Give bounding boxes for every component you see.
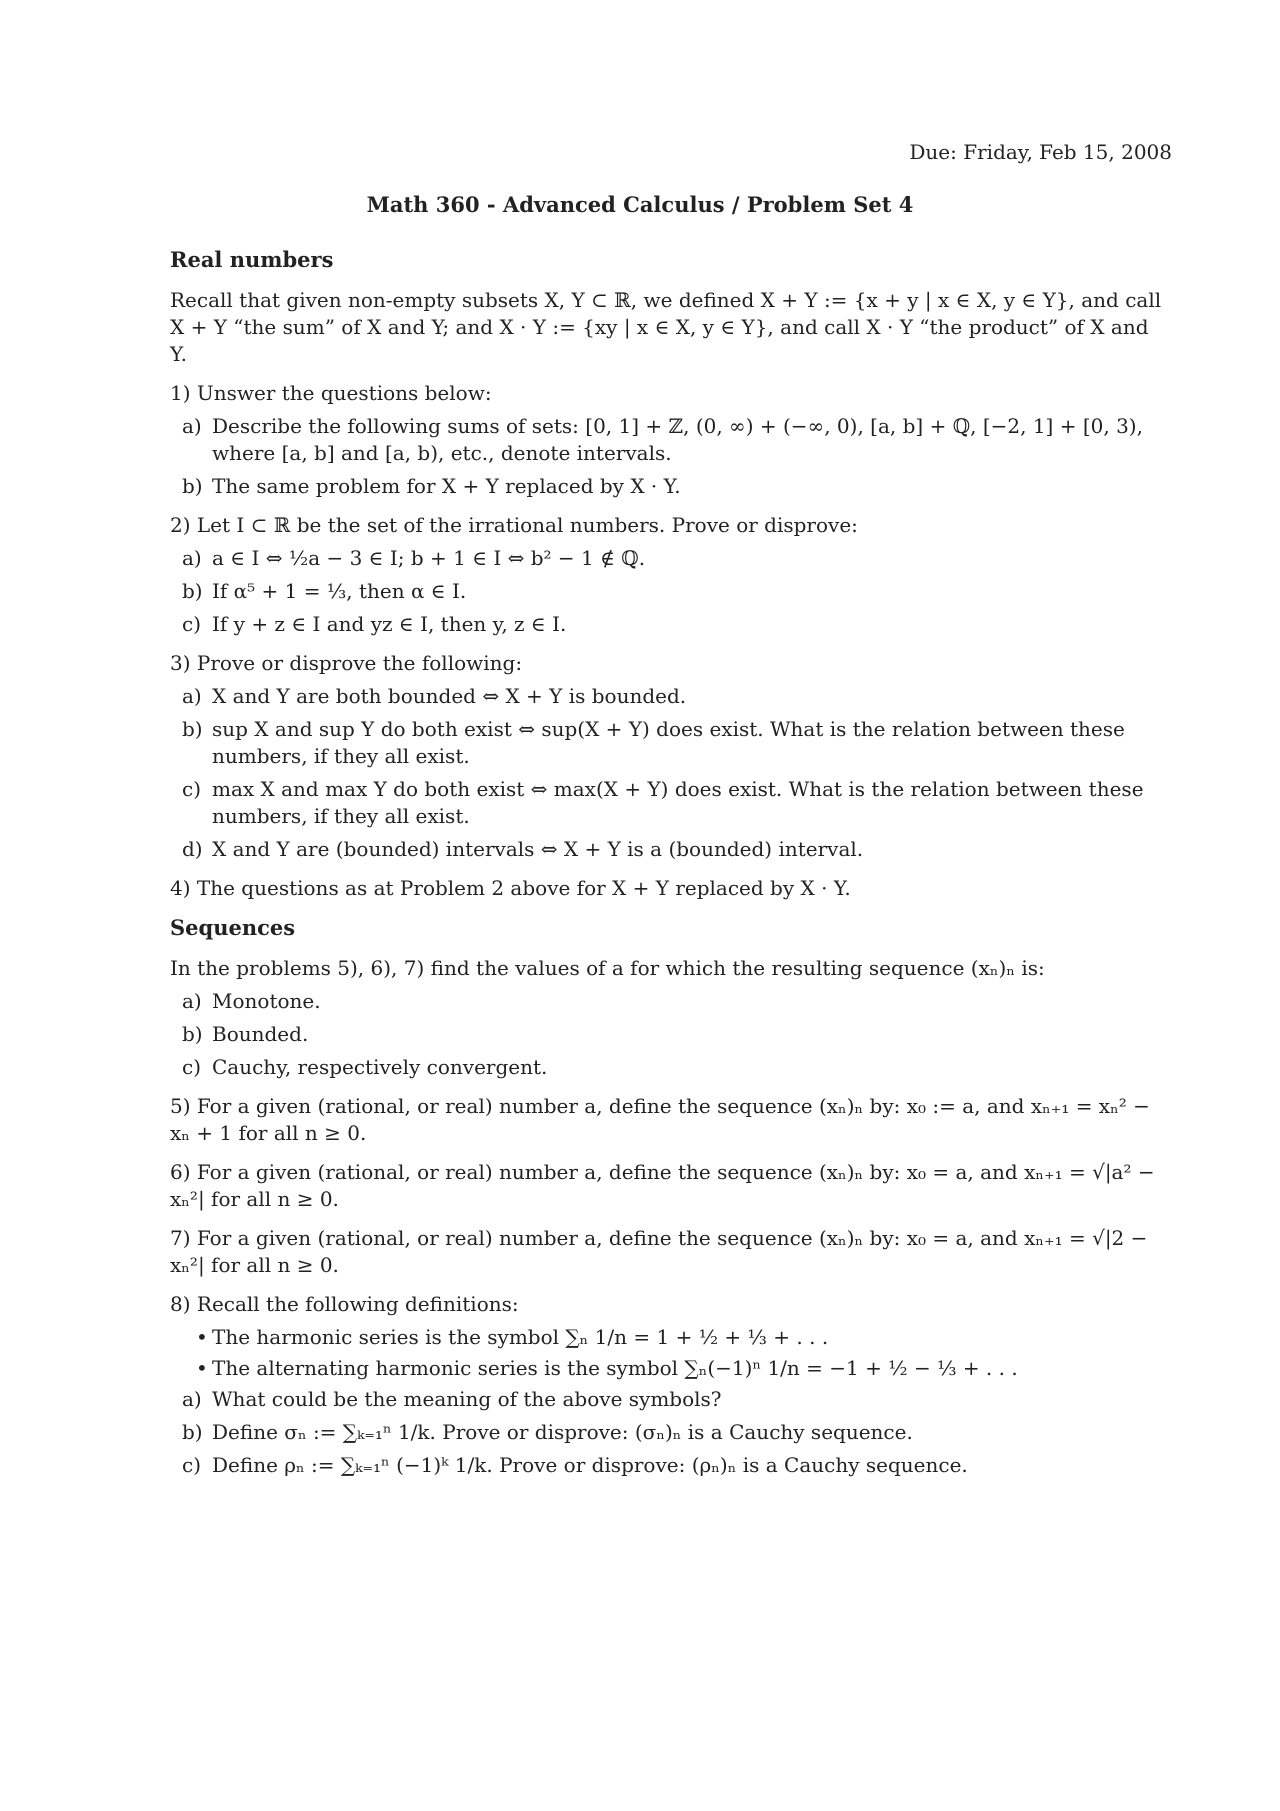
problem-8-bullet-alternating [170,1355,1170,1382]
sequences-item-c [170,1054,1170,1081]
real-numbers-intro: Recall that given non-empty subsets X, Y ⊂ ℝ, we defined X + Y := {x + y | x ∈ X, y ∈ Y}, and call X + Y “the sum” of X and Y; and X · Y := {xy | x ∈ X, y ∈ Y}, and call X · Y “the product” of X and Y. [170,288,1162,366]
problem-3 [170,650,1170,863]
item-text: Define σₙ := ∑ₖ₌₁ⁿ 1/k. Prove or disprove: (σₙ)ₙ is a Cauchy sequence. [212,1420,913,1444]
item-label: a) [182,989,202,1013]
item-text: a ∈ I ⇔ ½a − 3 ∈ I; b + 1 ∈ I ⇔ b² − 1 ∉ ℚ. [212,546,646,570]
item-text: Bounded. [212,1022,309,1046]
problem-5: 5) For a given (rational, or real) number a, define the sequence (xₙ)ₙ by: x₀ := a, and xₙ₊₁ = xₙ² − xₙ + 1 for all n ≥ 0. [170,1094,1150,1145]
problem-8 [170,1291,1170,1479]
item-label: b) [182,1420,203,1444]
item-label: a) [182,1387,202,1411]
section-heading-real-numbers: Real numbers [170,247,334,272]
item-label: b) [182,1022,203,1046]
item-text: Cauchy, respectively convergent. [212,1055,548,1079]
problem-3-lead: 3) Prove or disprove the following: [170,651,523,675]
problem-2 [170,512,1170,638]
problem-3-item-b [170,716,1170,770]
problem-8-bullet-harmonic [170,1324,1170,1351]
page-title: Math 360 - Advanced Calculus / Problem Set 4 [366,192,914,217]
problem-1 [170,380,1170,500]
sequences-item-b [170,1021,1170,1048]
item-text: X and Y are both bounded ⇔ X + Y is bounded. [212,684,687,708]
bullet-text: The harmonic series is the symbol ∑ₙ 1/n = 1 + ½ + ⅓ + . . . [212,1325,829,1349]
problem-1-lead: 1) Unswer the questions below: [170,381,492,405]
problem-7: 7) For a given (rational, or real) number a, define the sequence (xₙ)ₙ by: x₀ = a, and xₙ₊₁ = √|2 − xₙ²| for all n ≥ 0. [170,1226,1148,1277]
item-label: d) [182,837,203,861]
item-label: b) [182,579,203,603]
problem-8-item-c [170,1452,1170,1479]
problem-4 [170,875,1170,902]
problem-1-item-b [170,473,1170,500]
problem-1-item-a [170,413,1170,467]
sequences-intro: In the problems 5), 6), 7) find the values of a for which the resulting sequence (xₙ)ₙ is: [170,956,1045,980]
item-label: c) [182,777,202,801]
problem-8-item-a [170,1386,1170,1413]
sequences-intro-block [170,955,1170,1081]
bullet-dot: • [196,1356,208,1380]
sequences-item-a [170,988,1170,1015]
item-label: b) [182,474,203,498]
bullet-text: The alternating harmonic series is the symbol ∑ₙ(−1)ⁿ 1/n = −1 + ½ − ⅓ + . . . [212,1356,1018,1380]
item-text: Monotone. [212,989,321,1013]
item-label: c) [182,1453,202,1477]
problem-2-item-c [170,611,1170,638]
problem-6: 6) For a given (rational, or real) number a, define the sequence (xₙ)ₙ by: x₀ = a, and xₙ₊₁ = √|a² − xₙ²| for all n ≥ 0. [170,1160,1155,1211]
item-label: b) [182,717,203,741]
problem-2-item-b [170,578,1170,605]
problem-4-lead: 4) The questions as at Problem 2 above for X + Y replaced by X · Y. [170,876,851,900]
item-label: c) [182,1055,202,1079]
item-text: What could be the meaning of the above symbols? [212,1387,722,1411]
problem-3-item-d [170,836,1170,863]
item-label: a) [182,414,202,438]
problem-8-item-b [170,1419,1170,1446]
item-text: If α⁵ + 1 = ⅓, then α ∈ I. [212,579,467,603]
problem-2-item-a [170,545,1170,572]
problem-2-lead: 2) Let I ⊂ ℝ be the set of the irrational numbers. Prove or disprove: [170,513,858,537]
problem-3-item-a [170,683,1170,710]
problem-3-item-c [170,776,1170,830]
section-heading-sequences: Sequences [170,915,296,940]
item-label: c) [182,612,202,636]
item-text: Describe the following sums of sets: [0, 1] + ℤ, (0, ∞) + (−∞, 0), [a, b] + ℚ, [−2, 1] + [0, 3), where [a, b] and [a, b), etc., denote intervals. [212,414,1143,465]
item-text: If y + z ∈ I and yz ∈ I, then y, z ∈ I. [212,612,567,636]
bullet-dot: • [196,1325,208,1349]
due-date: Due: Friday, Feb 15, 2008 [909,140,1172,164]
item-text: The same problem for X + Y replaced by X · Y. [212,474,681,498]
item-label: a) [182,684,202,708]
problem-8-lead: 8) Recall the following definitions: [170,1292,519,1316]
item-text: X and Y are (bounded) intervals ⇔ X + Y is a (bounded) interval. [212,837,864,861]
document-body [170,246,1170,1491]
item-text: sup X and sup Y do both exist ⇔ sup(X + Y) does exist. What is the relation between these numbers, if they all exist. [212,717,1125,768]
item-text: Define ρₙ := ∑ₖ₌₁ⁿ (−1)ᵏ 1/k. Prove or disprove: (ρₙ)ₙ is a Cauchy sequence. [212,1453,968,1477]
item-text: max X and max Y do both exist ⇔ max(X + Y) does exist. What is the relation between these numbers, if they all exist. [212,777,1144,828]
item-label: a) [182,546,202,570]
